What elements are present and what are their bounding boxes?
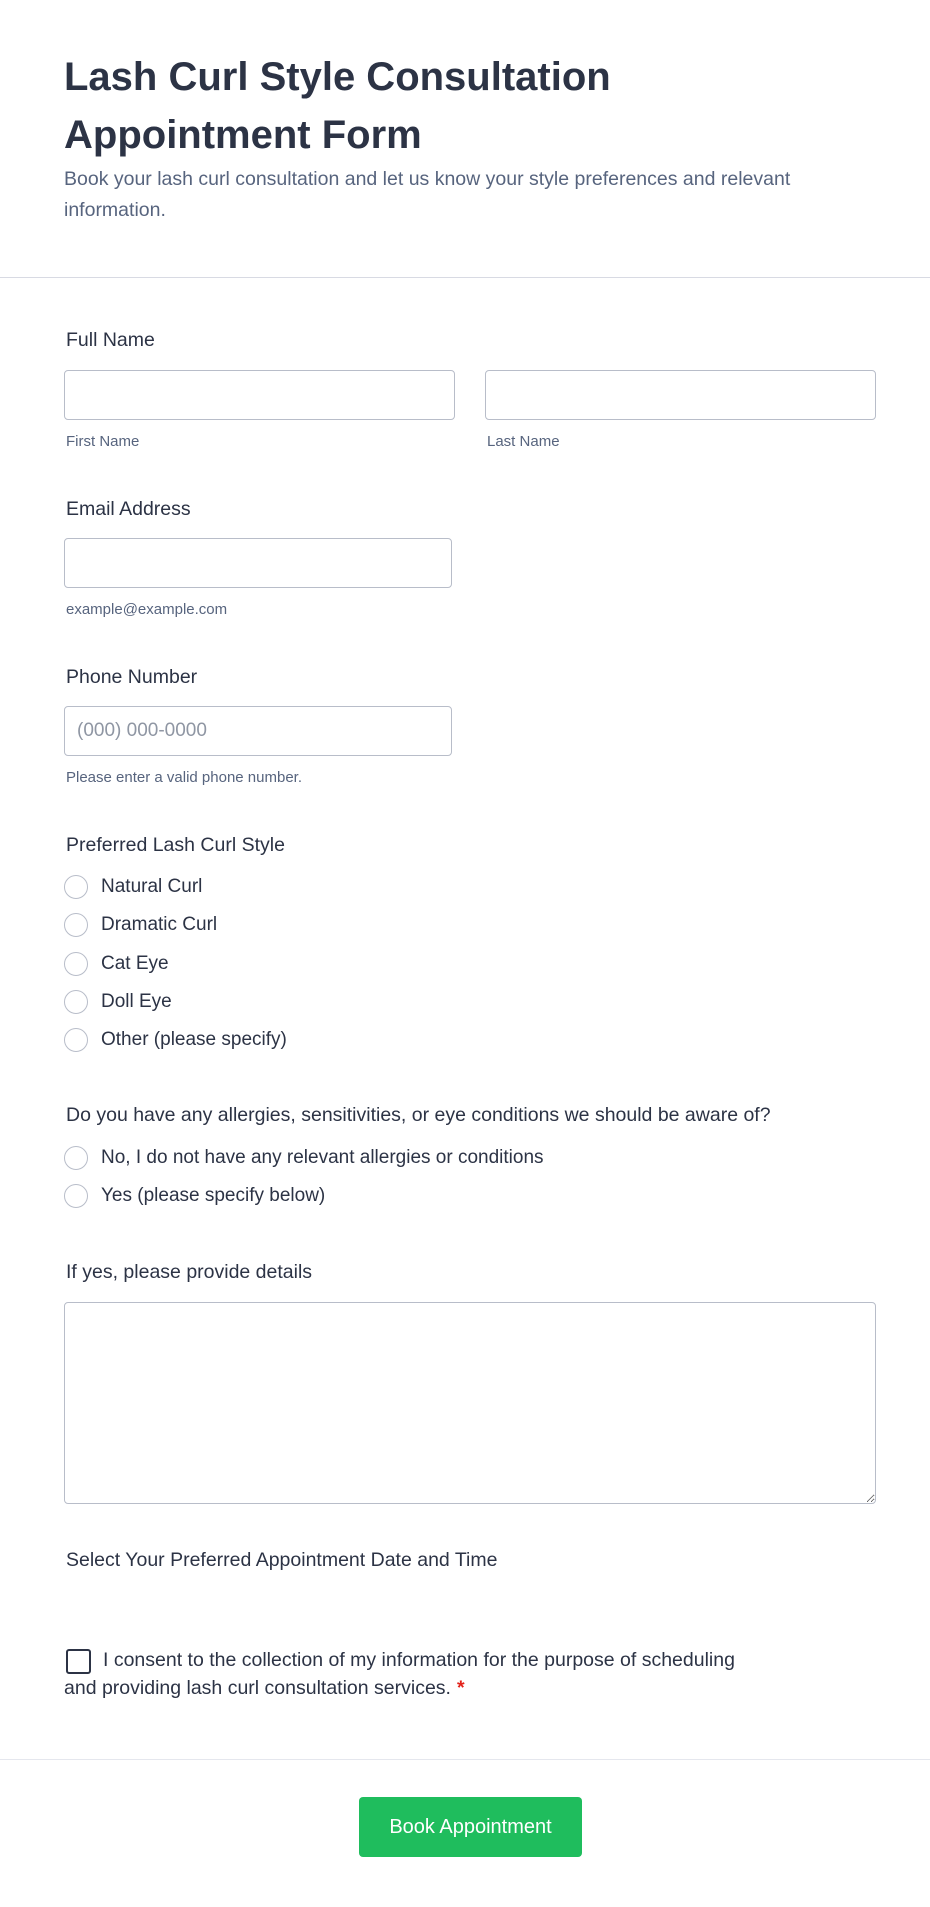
- email-sublabel: example@example.com: [66, 601, 228, 618]
- allergies-label: Do you have any allergies, sensitivities, or eye conditions we should be aware of?: [66, 1104, 771, 1126]
- form-header: [0, 0, 930, 278]
- radio-no-allergies[interactable]: [64, 1145, 544, 1171]
- radio-circle[interactable]: [64, 952, 88, 976]
- radio-label: Natural Curl: [101, 876, 203, 897]
- book-appointment-button[interactable]: Book Appointment: [359, 1797, 582, 1857]
- footer-divider: [0, 1759, 930, 1760]
- form-subtitle: Book your lash curl consultation and let us know your style preferences and relevant information.: [64, 168, 791, 221]
- consent-label: I consent to the collection of my information for the purpose of scheduling and providing lash curl consultation services.: [64, 1649, 735, 1699]
- radio-yes-allergies[interactable]: [64, 1183, 325, 1209]
- details-textarea[interactable]: [64, 1302, 876, 1504]
- radio-circle[interactable]: [64, 913, 88, 937]
- first-name-input[interactable]: [64, 370, 455, 420]
- radio-label: Yes (please specify below): [101, 1185, 326, 1206]
- email-label: Email Address: [66, 498, 191, 520]
- consent-text: [64, 1646, 764, 1702]
- curl-style-label: Preferred Lash Curl Style: [66, 834, 285, 856]
- email-input[interactable]: [64, 538, 452, 588]
- appointment-label: Select Your Preferred Appointment Date and Time: [66, 1549, 498, 1571]
- radio-label: Cat Eye: [101, 953, 169, 974]
- radio-label: Dramatic Curl: [101, 914, 218, 935]
- first-name-sublabel: First Name: [66, 433, 140, 450]
- phone-sublabel: Please enter a valid phone number.: [66, 769, 302, 786]
- radio-doll-eye[interactable]: [64, 989, 172, 1015]
- last-name-sublabel: Last Name: [487, 433, 560, 450]
- required-mark: *: [456, 1677, 465, 1699]
- radio-other-style[interactable]: [64, 1027, 287, 1053]
- radio-circle[interactable]: [64, 990, 88, 1014]
- phone-input[interactable]: [64, 706, 452, 756]
- radio-label: Doll Eye: [101, 991, 172, 1012]
- radio-circle[interactable]: [64, 1146, 88, 1170]
- radio-circle[interactable]: [64, 875, 88, 899]
- radio-cat-eye[interactable]: [64, 951, 169, 977]
- radio-label: Other (please specify): [101, 1029, 287, 1050]
- radio-natural-curl[interactable]: [64, 874, 202, 900]
- radio-circle[interactable]: [64, 1028, 88, 1052]
- radio-circle[interactable]: [64, 1184, 88, 1208]
- radio-label: No, I do not have any relevant allergies or conditions: [101, 1147, 544, 1168]
- last-name-input[interactable]: [485, 370, 876, 420]
- radio-dramatic-curl[interactable]: [64, 912, 217, 938]
- details-label: If yes, please provide details: [66, 1261, 313, 1283]
- form-title: Lash Curl Style Consultation Appointment Form: [64, 55, 611, 157]
- full-name-label: Full Name: [66, 329, 155, 351]
- phone-label: Phone Number: [66, 666, 198, 688]
